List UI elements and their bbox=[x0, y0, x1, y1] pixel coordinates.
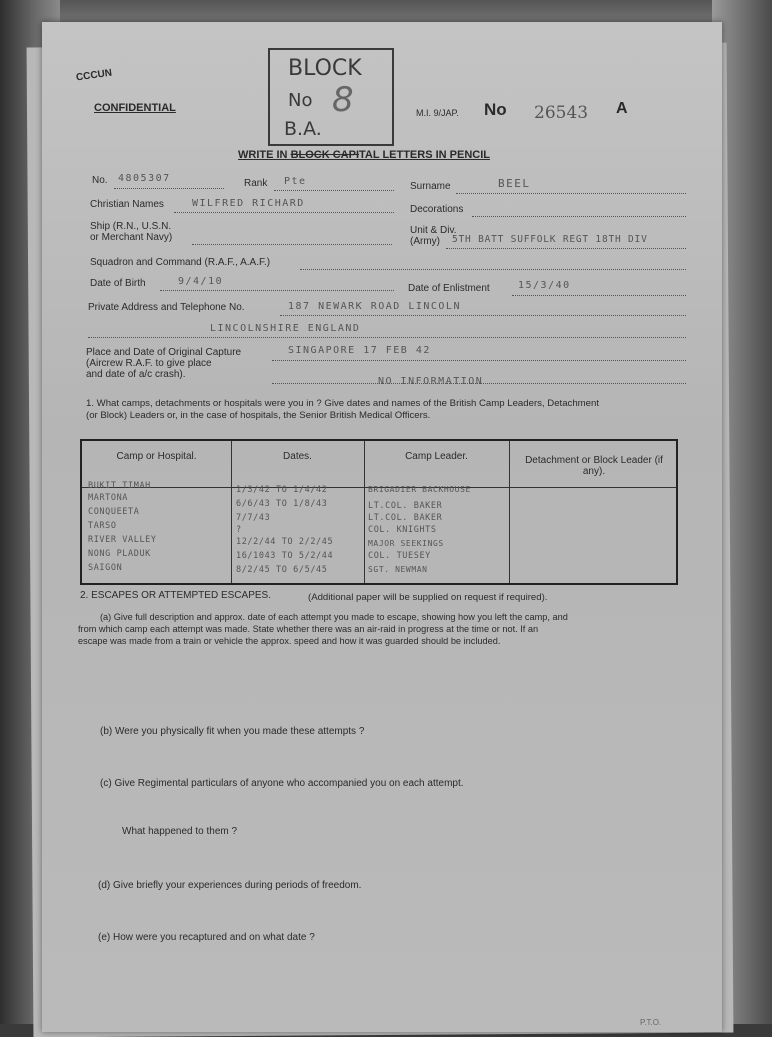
question-2a-line-3: escape was made from a train or vehicle the approx. speed and how it was guarded should be included. bbox=[78, 636, 501, 646]
leader-cell: LT.COL. BAKER bbox=[368, 513, 443, 523]
camp-cell: BUKIT TIMAH bbox=[88, 481, 151, 491]
unit-value: 5TH BATT SUFFOLK REGT 18TH DIV bbox=[452, 234, 648, 245]
dob-value: 9/4/10 bbox=[178, 276, 224, 287]
stamp-no-text: No bbox=[288, 90, 313, 111]
surname-label: Surname bbox=[410, 181, 451, 192]
address-label: Private Address and Telephone No. bbox=[88, 302, 245, 313]
question-2-title: 2. ESCAPES OR ATTEMPTED ESCAPES. bbox=[80, 590, 271, 601]
serial-no-label: No bbox=[484, 100, 507, 119]
camp-cell: TARSO bbox=[88, 521, 117, 531]
question-2-title-note: (Additional paper will be supplied on request if required). bbox=[308, 592, 548, 603]
christian-names-value: WILFRED RICHARD bbox=[192, 198, 305, 209]
camp-cell: NONG PLADUK bbox=[88, 549, 151, 559]
pencil-instruction bbox=[238, 149, 490, 161]
question-2a-line-1: (a) Give full description and approx. date of each attempt you made to escape, showing how you left the camp, and bbox=[100, 612, 568, 622]
question-1-line-2: (or Block) Leaders or, in the case of hospitals, the Senior British Medical Officers. bbox=[86, 410, 431, 421]
camp-cell: MARTONA bbox=[88, 493, 129, 503]
table-header-dates: Dates. bbox=[283, 451, 312, 462]
form-reference: M.I. 9/JAP. bbox=[416, 108, 459, 118]
stamp-ba-text: B.A. bbox=[284, 118, 322, 140]
table-header-camp: Camp or Hospital. bbox=[116, 451, 197, 462]
surname-line bbox=[456, 193, 686, 194]
dob-label: Date of Birth bbox=[90, 278, 146, 289]
leader-cell: COL. TUESEY bbox=[368, 551, 431, 561]
enlistment-line bbox=[512, 295, 686, 296]
decorations-label: Decorations bbox=[410, 204, 464, 215]
confidential-label: CONFIDENTIAL bbox=[94, 102, 176, 114]
rank-label: Rank bbox=[244, 178, 268, 189]
ship-line bbox=[192, 244, 392, 245]
unit-label-1: Unit & Div. bbox=[410, 225, 457, 236]
question-1-line-1: 1. What camps, detachments or hospitals were you in ? Give dates and names of the British Camp Leaders, Detachment bbox=[86, 398, 599, 409]
question-2d: (d) Give briefly your experiences during periods of freedom. bbox=[98, 880, 362, 891]
table-header-detachment: Detachment or Block Leader (if any). bbox=[525, 455, 663, 477]
question-2e: (e) How were you recaptured and on what date ? bbox=[98, 932, 315, 943]
dates-cell: 7/7/43 bbox=[236, 513, 271, 523]
address-line-2 bbox=[88, 337, 686, 338]
serial-suffix: A bbox=[616, 100, 628, 117]
unit-label-2: (Army) bbox=[410, 236, 440, 247]
rank-line bbox=[274, 190, 394, 191]
camps-table bbox=[80, 439, 678, 585]
leader-cell: BRIGADIER BACKHOUSE bbox=[368, 485, 471, 494]
squadron-line bbox=[300, 269, 686, 270]
camp-cell: SAIGON bbox=[88, 563, 123, 573]
dob-line bbox=[160, 290, 394, 291]
table-divider bbox=[509, 441, 510, 583]
dates-cell: 1/3/42 TO 1/4/42 bbox=[236, 485, 328, 495]
instruction-struck: BLOCK CAPI bbox=[290, 149, 360, 161]
decorations-line bbox=[472, 216, 686, 217]
leader-cell: SGT. NEWMAN bbox=[368, 565, 428, 574]
ship-label-1: Ship (R.N., U.S.N. bbox=[90, 221, 172, 232]
dates-cell: 8/2/45 TO 6/5/45 bbox=[236, 565, 328, 575]
enlistment-label: Date of Enlistment bbox=[408, 283, 490, 294]
capture-line bbox=[272, 360, 686, 361]
dates-cell: ? bbox=[236, 525, 242, 535]
squadron-label: Squadron and Command (R.A.F., A.A.F.) bbox=[90, 257, 271, 268]
capture-label-2: (Aircrew R.A.F. to give place bbox=[86, 358, 212, 369]
capture-label-3: and date of a/c crash). bbox=[86, 369, 186, 380]
question-2c-sub: What happened to them ? bbox=[122, 826, 238, 837]
instruction-prefix: WRITE IN bbox=[238, 149, 291, 161]
instruction-suffix: TAL LETTERS IN PENCIL bbox=[359, 149, 491, 161]
form-sheet bbox=[42, 22, 722, 1032]
christian-names-label: Christian Names bbox=[90, 199, 164, 210]
rank-value: Pte bbox=[284, 176, 307, 187]
capture-note: NO INFORMATION bbox=[378, 376, 484, 387]
surname-value: BEEL bbox=[498, 177, 531, 190]
address-value-2: LINCOLNSHIRE ENGLAND bbox=[210, 323, 361, 334]
enlistment-value: 15/3/40 bbox=[518, 280, 571, 291]
capture-label-1: Place and Date of Original Capture bbox=[86, 347, 242, 358]
christian-names-line bbox=[174, 212, 394, 213]
table-divider bbox=[231, 441, 232, 583]
unit-line bbox=[446, 248, 686, 249]
question-2b: (b) Were you physically fit when you made these attempts ? bbox=[100, 726, 365, 737]
camp-cell: CONQUEETA bbox=[88, 507, 140, 517]
no-value: 4805307 bbox=[118, 173, 171, 184]
no-label: No. bbox=[92, 175, 108, 186]
office-mark: CCCUN bbox=[75, 67, 113, 84]
question-2a-line-2: from which camp each attempt was made. State whether there was an air-raid in progress at the time or not. If an bbox=[78, 624, 539, 634]
leader-cell: COL. KNIGHTS bbox=[368, 525, 437, 535]
dates-cell: 6/6/43 TO 1/8/43 bbox=[236, 499, 328, 509]
table-divider bbox=[364, 441, 365, 583]
camp-cell: RIVER VALLEY bbox=[88, 535, 157, 545]
stamp-block-text: BLOCK bbox=[288, 56, 362, 81]
question-2c: (c) Give Regimental particulars of anyone who accompanied you on each attempt. bbox=[100, 778, 464, 789]
address-line-1 bbox=[280, 315, 686, 316]
dates-cell: 12/2/44 TO 2/2/45 bbox=[236, 537, 334, 547]
dates-cell: 16/1043 TO 5/2/44 bbox=[236, 551, 334, 561]
ship-label-2: or Merchant Navy) bbox=[90, 232, 173, 243]
block-stamp bbox=[268, 48, 394, 146]
leader-cell: LT.COL. BAKER bbox=[368, 501, 443, 511]
pto-note: P.T.O. bbox=[640, 1018, 662, 1027]
no-line bbox=[114, 188, 224, 189]
leader-cell: MAJOR SEEKINGS bbox=[368, 539, 444, 548]
table-header-leader: Camp Leader. bbox=[405, 451, 468, 462]
address-value-1: 187 NEWARK ROAD LINCOLN bbox=[288, 301, 461, 312]
capture-value: SINGAPORE 17 FEB 42 bbox=[288, 345, 431, 356]
serial-number: 26543 bbox=[534, 103, 589, 123]
stamp-handwritten-number: 8 bbox=[332, 80, 354, 120]
